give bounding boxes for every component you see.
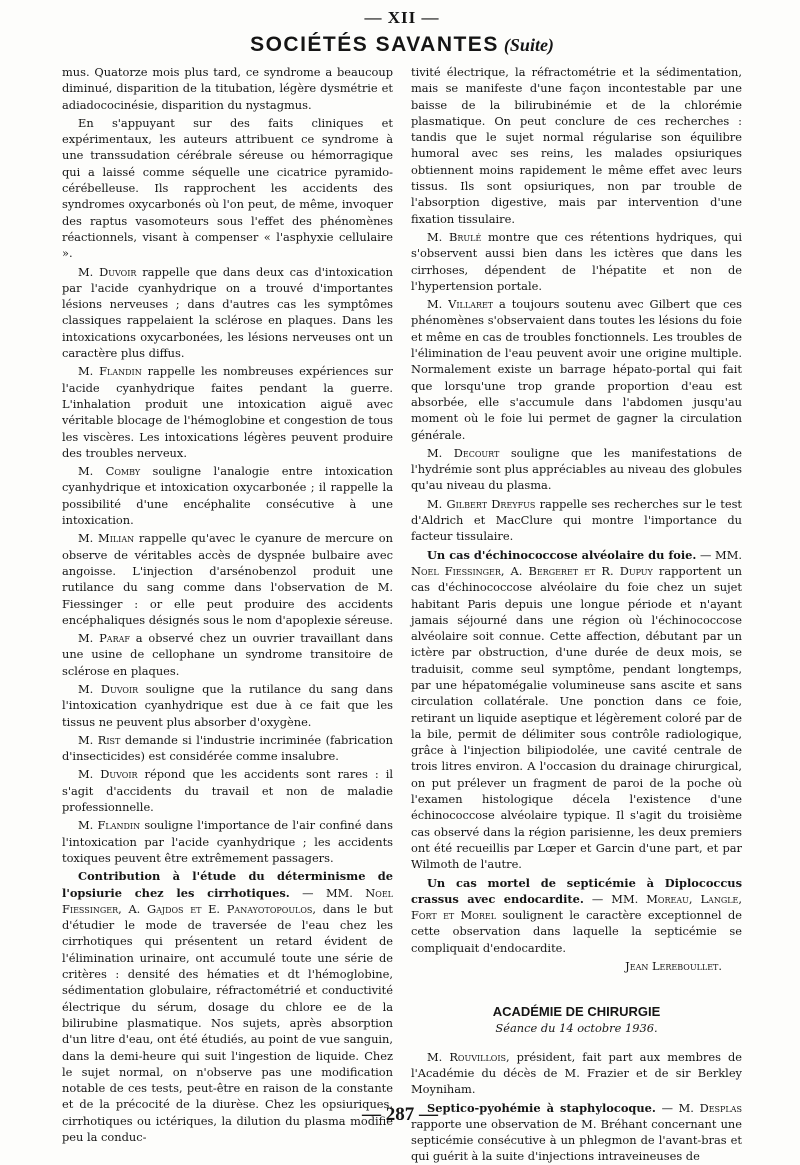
article-title: Septico-pyohémie à staphylocoque. [427,1100,656,1115]
paragraph-text: a observé chez un ouvrier travaillant dans une usine de cellophane un syndrome transitoire de sclérose en plaques. [62,631,393,678]
speaker-name: M. Flandin [78,818,141,833]
article-title: Un cas mortel de septicémie à Diplococcus crassus avec endocardite. [411,875,742,906]
paragraph-text: rappelle les nombreuses expériences sur l'acide cyanhydrique faites pendant la guerre. L'inhalation produit une intoxication aiguë avec véritable blocage de l'hémoglobine et congestion de tous les viscères. Les intoxications légères peuvent produire des troubles nerveux. [62,364,393,460]
paragraph-text: , président, fait part aux membres de l'Académie du décès de M. Frazier et de sir Berkley Moyniham. [411,1049,743,1097]
paragraph-text: rapporte une observation de M. Bréhant concernant une septicémie consécutive à un phlegmon de l'avant-bras et qui guérit à la suite d'injections intraveineuses de [411,1116,742,1164]
paragraph-text: souligne que la rutilance du sang dans l'intoxication cyanhydrique est due à ce fait que les tissus ne peuvent plus absorber d'oxygène. [62,681,393,729]
paragraph [62,817,393,866]
speaker-name: M. Villaret [427,297,494,312]
page-number: — 287 — [362,1104,438,1125]
roman-page-number: — XII — [364,8,440,27]
paragraph [411,229,742,294]
paragraph-text: rapportent un cas d'échinococcose alvéolaire du foie chez un sujet habitant Paris depuis une longue période et n'ayant jamais séjourné dans une région où l'échinococcose alvéolaire soit connue. Cette affection, débutant par un ictère par obstruction, d'une durée de deux mois, se traduisit, comme seul symptôme, pendant longtemps, par une hépatomégalie volumineuse sans ascite et sans circulation collatérale. Une ponction dans ce foie, retirant un liquide aseptique et légèrement coloré par de la bile, permit de délimiter sous contrôle radiologique, grâce à l'injection bilipiodolée, une cavité centrale de trois litres environ. A l'occasion du drainage chirurgical, on put prélever un fragment de paroi de la poche où l'examen histologique décela l'existence d'une échinococcose alvéolaire typique. Il s'agit du troisième cas observé dans la région parisienne, les deux premiers ont été recueillis par Lœper et Garcin d'une part, et par Wilmoth de l'autre. [411,563,742,872]
speaker-name: M. Comby [78,464,141,479]
paragraph [62,681,393,730]
speaker-name: M. Rist [78,732,121,747]
paragraph [62,766,393,815]
paragraph-text: répond que les accidents sont rares : il s'agit d'accidents du travail et non de maladie professionnelle. [62,767,393,815]
speaker-name: M. Brulé [427,229,482,244]
paragraph-text: , dans le but d'étudier le mode de traversée de l'eau chez les cirrhotiques qui présentent un retard évident de l'élimination urinaire, ont accumulé toute une série de critères : densité des hématies et dt l'hémoglobine, sédimentation globulaire, réfractométrié et conductivité électrique du sérum, dosage du chlore ee de la bilirubine plasmatique. Nos sujets, après absorption d'un litre d'eau, ont été étudiés, au point de vue sanguin, dans la demi-heure qui suit l'ingestion de liquide. Chez le sujet normal, on n'observe pas une modification notable de ces tests, peut-être en raison de la constante et de la précocité de la diurèse. Chez les opsiuriques, cirrhotiques ou ictériques, la dilution du plasma modifie peu la conduc- [62,901,393,1144]
speaker-name: M. Duvoir [78,767,138,782]
paragraph [62,630,393,679]
right-column [411,64,743,1164]
paragraph [411,496,742,545]
speaker-name: M. Decourt [427,445,500,460]
left-column [62,64,394,1144]
signature: Jean Lereboullet. [625,959,722,974]
speaker-name: M. Gilbert Dreyfus [427,496,536,511]
paragraph [62,264,393,362]
header-title-suffix: (Suite) [503,35,554,55]
article-authors: — MM. Noel Fiessinger, A. Gajdos et E. Panayotopoulos [62,885,393,916]
paragraph [411,445,742,494]
article-title: Un cas d'échinococcose alvéolaire du foie. [427,547,697,562]
paragraph-text: souligne l'importance de l'air confiné dans l'intoxication par l'acide cyanhydrique ; les accidents toxiques peuvent être extrêmement passagers. [62,818,393,865]
paragraph [62,732,393,765]
speaker-name: M. Duvoir [78,264,137,279]
paragraph [411,547,742,873]
paragraph [62,363,393,461]
paragraph: tivité électrique, la réfractométrie et la sédimentation, mais se manifeste d'une façon incontestable par une baisse de la bilirubinémie et de la chlorémie plasmatique. On peut conclure de ces recherches : tandis que le sujet normal régularise son équilibre humoral avec ses reins, les malades opsiuriques obtiennent moins rapidement le même effet avec leurs tissus. Ils sont opsiuriques, non par trouble de l'absorption digestive, mais par intervention d'une fixation tissulaire. [411,65,742,226]
paragraph-text: demande si l'industrie incriminée (fabrication d'insecticides) est considérée comme insalubre. [62,732,393,764]
paragraph-text: souligne l'analogie entre intoxication cyanhydrique et intoxication oxycarbonée ; il rappelle la possibilité d'une encéphalite consécutive à une intoxication. [62,464,394,528]
paragraph [411,296,742,443]
paragraph: En s'appuyant sur des faits cliniques et expérimentaux, les auteurs attribuent ce syndrome à une transsudation cérébrale séreuse ou hémorragique qui a laissé comme séquelle une cicatrice pyramido-cérébelleuse. Ils rapprochent les accidents des syndromes oxycarbonés où l'on peut, de même, invoquer des raptus vasomoteurs sous l'effet des phénomènes réactionnels, visant à compenser « l'asphyxie cellulaire ». [62,115,393,261]
paragraph-text: rappelle que dans deux cas d'intoxication par l'acide cyanhydrique on a trouvé d'importantes lésions nerveuses ; dans d'autres cas les symptômes classiques rappelaient la sclérose en plaques. Dans les intoxications oxycarbonées, les lésions nerveuses ont un caractère plus diffus. [62,264,393,361]
paragraph [411,1049,742,1098]
paragraph-text: a toujours soutenu avec Gilbert que ces phénomènes s'observaient dans toutes les lésions du foie et même en cas de troubles fonctionnels. Les troubles de l'élimination de l'eau peuvent avoir une origine multiple. Normalement existe un barrage hépato-portal qui fait que lorsqu'une trop grande proportion d'eau est absorbée, elle s'accumule dans l'abdomen jusqu'au moment où le foie lui permet de gagner la circulation générale. [411,297,742,442]
paragraph [62,463,393,528]
paragraph-text: rappelle ses recherches sur le test d'Aldrich et MacClure qui montre l'importance du facteur tissulaire. [411,496,742,544]
speaker-name: M. Rouvillois [427,1049,506,1064]
paragraph [62,530,393,628]
section-title: ACADÉMIE DE CHIRURGIE [492,1004,661,1020]
speaker-name: M. Milian [78,531,135,546]
paragraph-text: souligne que les manifestations de l'hydrémie sont plus appréciables au niveau des globules qu'au niveau du plasma. [411,445,742,493]
paragraph-text: soulignent le caractère exceptionnel de cette observation dans laquelle la septicémie se compliquait d'endocardite. [411,908,742,955]
article-authors: — M. Desplas [655,1100,742,1115]
header-title: SOCIÉTÉS SAVANTES [250,33,499,56]
paragraph [411,875,742,956]
paragraph-text: montre que ces rétentions hydriques, qui s'observent aussi bien dans les ictères que dans les cirrhoses, dépendent de l'hépatite et non de l'hypertension portale. [411,229,742,293]
paragraph: mus. Quatorze mois plus tard, ce syndrome a beaucoup diminué, disparition de la titubation, légère dysmétrie et adiadococinésie, disparition du nystagmus. [62,65,393,112]
page-header [62,30,742,64]
paragraph-text: rappelle qu'avec le cyanure de mercure on observe de véritables accès de dyspnée bulbaire avec angoisse. L'injection d'arsénobenzol produit une rutilance du sang comme dans l'observation de M. Fiessinger : or elle peut produire des accidents encéphaliques désignés sous le nom d'apoplexie séreuse. [62,531,394,627]
article-authors: — MM. Moreau, Langle, Fort et Morel [411,891,742,923]
speaker-name: M. Duvoir [78,681,139,696]
speaker-name: M. Paraf [78,631,130,646]
article-authors: — MM. Noel Fiessinger, A. Bergeret et R. Dupuy [411,547,742,578]
speaker-name: M. Flandin [78,364,142,379]
section-subtitle: Séance du 14 octobre 1936. [495,1021,658,1036]
article-title: Contribution à l'étude du déterminisme de l'opsiurie chez les cirrhotiques. [62,869,393,900]
